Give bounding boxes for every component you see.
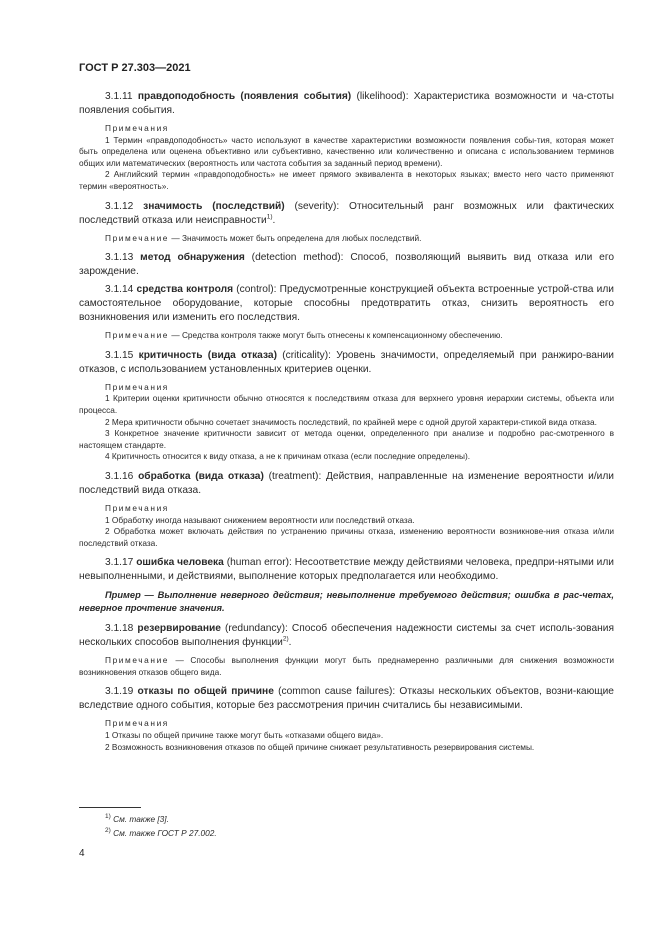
term-name: резервирование — [137, 623, 221, 635]
footnote-1 — [105, 814, 169, 824]
example-text: Пример — Выполнение неверного действия; невыполнение требуемого действия; ошибка в рас-четах, неверное прочтение значения. — [79, 590, 614, 614]
term-definition: : Предусмотренные конструкцией объекта встроенные устрой-ства или самостоятельное оборудование, которые способны предотвратить отказ, снизить вероятность его возникновения или изменить его последствия. — [79, 284, 614, 324]
term-definition: : Характеристика возможности и ча-стоты появления события. — [79, 91, 614, 116]
term-definition: : Отказы нескольких объектов, возни-кающие вследствие одного события, которые без рассмотрения причин считались бы независимыми. — [79, 686, 614, 712]
clause-number: 3.1.11 — [105, 91, 133, 102]
note-item: 2 Обработка может включать действия по устранению причины отказа, изменению вероятности возникнове-ния отказа и/или последствий отказа. — [79, 526, 614, 548]
note-single — [79, 655, 614, 678]
footnote-mark: 2) — [105, 827, 111, 835]
notes-block — [79, 382, 614, 463]
note-item: 2 Мера критичности обычно сочетает значимость последствий, по крайней мере с одной другой характери-стикой вида отказа. — [105, 416, 597, 427]
notes-heading: Примечания — [105, 502, 169, 513]
term-name: значимость (последствий) — [143, 200, 285, 212]
term-english: (treatment) — [268, 470, 319, 482]
term-english: (human error) — [226, 557, 289, 569]
page-number: 4 — [79, 848, 85, 859]
term-definition: : Способ обеспечения надежности системы за счет исполь-зования нескольких способов выполнения функции — [79, 623, 614, 649]
note-label: Примечание — [105, 232, 170, 243]
note-item: 1 Обработку иногда называют снижением вероятности или последствий отказа. — [105, 514, 415, 525]
footnote-ref[interactable]: 2) — [282, 635, 289, 643]
term-english: (redundancy) — [224, 623, 286, 635]
note-item: 4 Критичность относится к виду отказа, а не к причинам отказа (если последние определены). — [105, 451, 471, 462]
term-entry-3-1-12 — [79, 200, 614, 228]
term-definition: : Относительный ранг возможных или фактических последствий отказа или неисправности — [79, 200, 614, 226]
clause-number: 3.1.16 — [105, 470, 134, 482]
footnote-2 — [105, 828, 217, 838]
term-definition: : Несоответствие между действиями человека, предпри-нятыми или невыполненными, и действиями, выполнение которых предполагается или необходимо. — [79, 557, 614, 583]
clause-number: 3.1.12 — [105, 200, 134, 212]
term-entry-3-1-18 — [79, 622, 614, 650]
notes-block — [79, 123, 614, 193]
term-english: (severity) — [294, 200, 337, 212]
notes-heading: Примечания — [105, 381, 169, 392]
notes-heading: Примечания — [105, 718, 169, 729]
term-entry-3-1-11 — [79, 90, 614, 118]
note-label: Примечание — [105, 330, 170, 341]
footnote-text: См. также ГОСТ Р 27.002. — [113, 828, 217, 838]
term-entry-3-1-13 — [79, 251, 614, 279]
term-english: (likelihood) — [356, 91, 406, 102]
note-item: 1 Критерии оценки критичности обычно относятся к последствиям отказа для верхнего уровня иерархии системы, объекта или процесса. — [79, 393, 614, 415]
term-name: критичность (вида отказа) — [138, 349, 277, 361]
clause-number: 3.1.14 — [105, 284, 134, 296]
document-body — [79, 90, 614, 760]
notes-block — [79, 503, 614, 549]
note-item: 2 Возможность возникновения отказов по общей причине снижает результативность резервирования системы. — [105, 741, 535, 752]
term-entry-3-1-15 — [79, 349, 614, 377]
term-entry-3-1-19 — [79, 685, 614, 713]
term-definition: : Уровень значимости, определяемый при ранжиро-вании отказов, с использованием установленных критериев оценки. — [79, 349, 614, 375]
term-name: средства контроля — [136, 284, 234, 296]
term-name: отказы по общей причине — [137, 686, 274, 698]
term-english: (control) — [236, 284, 274, 296]
note-item: 1 Отказы по общей причине также могут быть «отказами общего вида». — [105, 730, 384, 741]
note-single — [79, 330, 614, 342]
term-english: (common cause failures) — [278, 686, 393, 698]
note-text: — Средства контроля также могут быть отнесены к компенсационному обеспечению. — [169, 330, 503, 341]
term-name: обработка (вида отказа) — [138, 470, 264, 482]
document-header: ГОСТ Р 27.303—2021 — [79, 62, 191, 74]
term-name: метод обнаружения — [140, 252, 245, 264]
term-name: правдоподобность (появления события) — [137, 91, 352, 102]
term-entry-3-1-17 — [79, 556, 614, 584]
note-text: — Значимость может быть определена для любых последствий. — [169, 232, 422, 243]
term-entry-3-1-16 — [79, 470, 614, 498]
note-text: — Способы выполнения функции могут быть преднамеренно различными для снижения возможности возникновения отказов общего вида. — [79, 655, 614, 677]
term-definition: : Действия, направленные на изменение вероятности и/или последствий вида отказа. — [79, 470, 614, 496]
clause-number: 3.1.19 — [105, 686, 134, 698]
footnote-text: См. также [3]. — [113, 814, 169, 824]
term-definition-end: . — [272, 214, 276, 226]
term-english: (detection method) — [251, 252, 341, 264]
term-definition: : Способ, позволяющий выявить вид отказа или его зарождение. — [79, 252, 614, 278]
notes-heading: Примечания — [105, 123, 169, 133]
footnote-divider — [79, 807, 141, 808]
note-single — [79, 233, 614, 245]
term-name: ошибка человека — [136, 557, 224, 569]
term-definition-end: . — [288, 637, 292, 649]
notes-block — [79, 718, 614, 753]
clause-number: 3.1.13 — [105, 252, 134, 264]
clause-number: 3.1.18 — [105, 623, 134, 635]
footnote-mark: 1) — [105, 813, 111, 821]
note-item: 2 Английский термин «правдоподобность» не имеет прямого эквивалента в некоторых языках; вместо него часто применяют термин «вероятность». — [79, 169, 614, 191]
clause-number: 3.1.15 — [105, 349, 134, 361]
note-item: 1 Термин «правдоподобность» часто используют в качестве характеристики возможности появления собы-тия, которая может быть определена или оценена объективно или субъективно, качественно или количественно и описана с использованием терминов общих или математических (вероятность или частота события за заданный период времени). — [79, 134, 614, 168]
note-label: Примечание — [105, 655, 170, 666]
footnote-ref[interactable]: 1) — [266, 213, 273, 221]
clause-number: 3.1.17 — [105, 557, 134, 569]
term-english: (criticality) — [282, 349, 329, 361]
term-entry-3-1-14 — [79, 283, 614, 325]
note-item: 3 Конкретное значение критичности зависит от метода оценки, определенного при анализе и подробно рас-смотренного в настоящем стандарте. — [79, 428, 614, 450]
